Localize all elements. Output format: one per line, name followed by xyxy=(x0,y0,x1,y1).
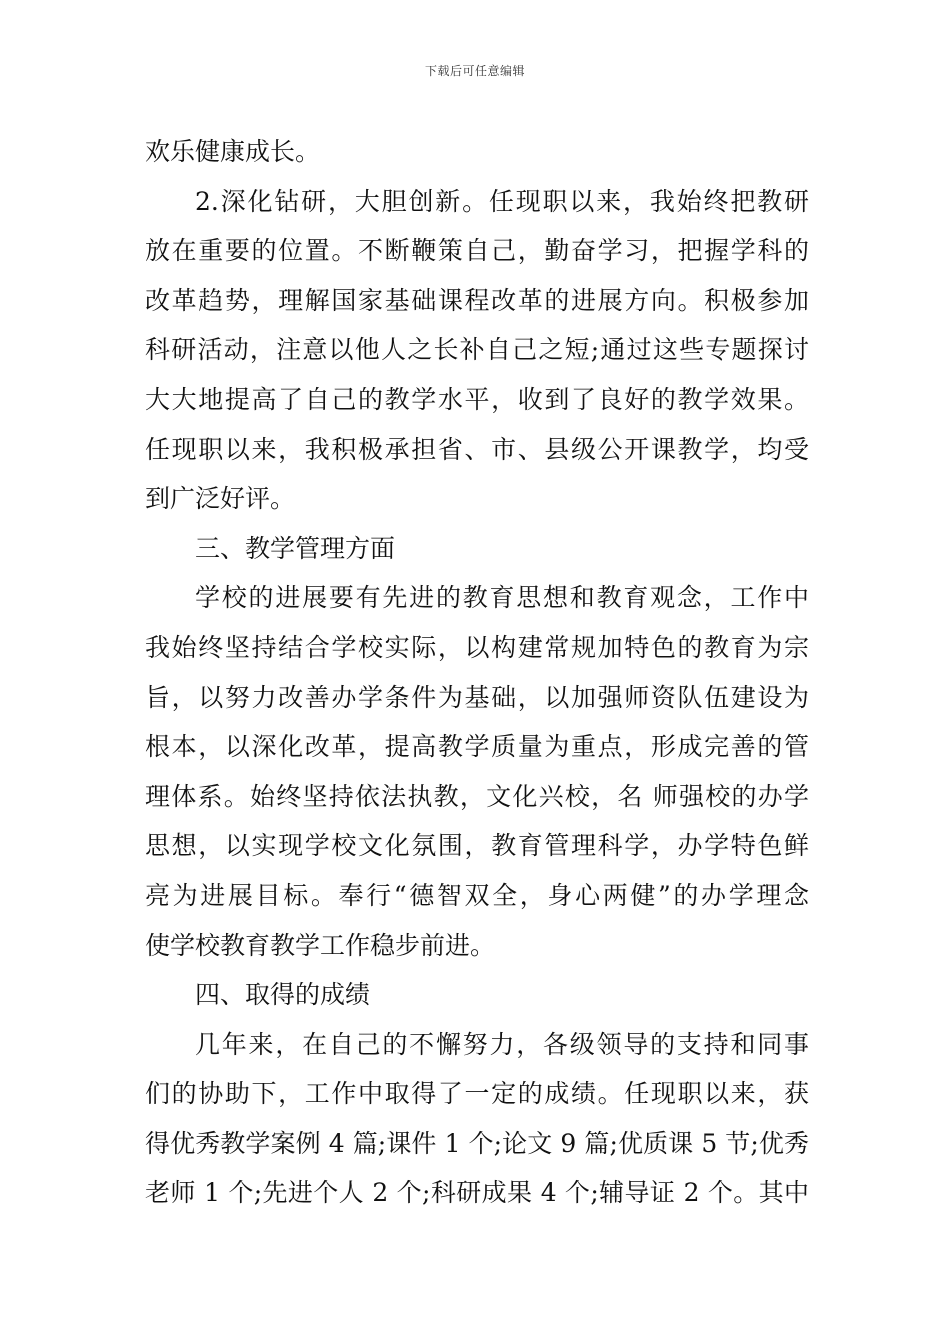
text-line: 欢乐健康成长。 xyxy=(145,137,321,166)
text-line: 老师 1 个;先进个人 2 个;科研成果 4 个;辅导证 2 个。其中 xyxy=(145,1178,809,1208)
text-line: 大大地提高了自己的教学水平，收到了良好的教学效果。 xyxy=(145,384,809,414)
page-header: 下载后可任意编辑 xyxy=(424,64,525,78)
section-heading: 四、取得的成绩 xyxy=(195,980,371,1010)
text-line: 亮为进展目标。奉行“德智双全，身心两健”的办学理念 xyxy=(145,880,809,910)
text-line: 放在重要的位置。不断鞭策自己，勤奋学习，把握学科的 xyxy=(145,236,809,266)
text-line: 根本，以深化改革，提高教学质量为重点，形成完善的管 xyxy=(145,732,809,762)
text-line: 几年来，在自己的不懈努力，各级领导的支持和同事 xyxy=(195,1029,809,1059)
text-line: 到广泛好评。 xyxy=(145,484,296,514)
text-line: 学校的进展要有先进的教育思想和教育观念，工作中 xyxy=(195,583,809,613)
section-heading: 三、教学管理方面 xyxy=(195,533,396,563)
text-line: 2.深化钻研，大胆创新。任现职以来，我始终把教研 xyxy=(195,186,809,216)
text-line: 我始终坚持结合学校实际，以构建常规加特色的教育为宗 xyxy=(145,632,809,662)
text-line: 使学校教育教学工作稳步前进。 xyxy=(145,930,496,960)
text-line: 科研活动，注意以他人之长补自己之短;通过这些专题探讨 xyxy=(145,335,809,365)
text-line: 理体系。始终坚持依法执教，文化兴校，名 师强校的办学 xyxy=(145,781,809,811)
text-line: 得优秀教学案例 4 篇;课件 1 个;论文 9 篇;优质课 5 节;优秀 xyxy=(145,1128,809,1158)
text-line: 思想，以实现学校文化氛围，教育管理科学，办学特色鲜 xyxy=(145,831,809,861)
text-line: 改革趋势，理解国家基础课程改革的进展方向。积极参加 xyxy=(145,285,809,315)
text-line: 任现职以来，我积极承担省、市、县级公开课教学，均受 xyxy=(145,434,809,464)
text-line: 们的协助下，工作中取得了一定的成绩。任现职以来，获 xyxy=(145,1079,809,1109)
text-line: 旨，以努力改善办学条件为基础，以加强师资队伍建设为 xyxy=(145,682,809,712)
document-body xyxy=(145,127,809,1218)
